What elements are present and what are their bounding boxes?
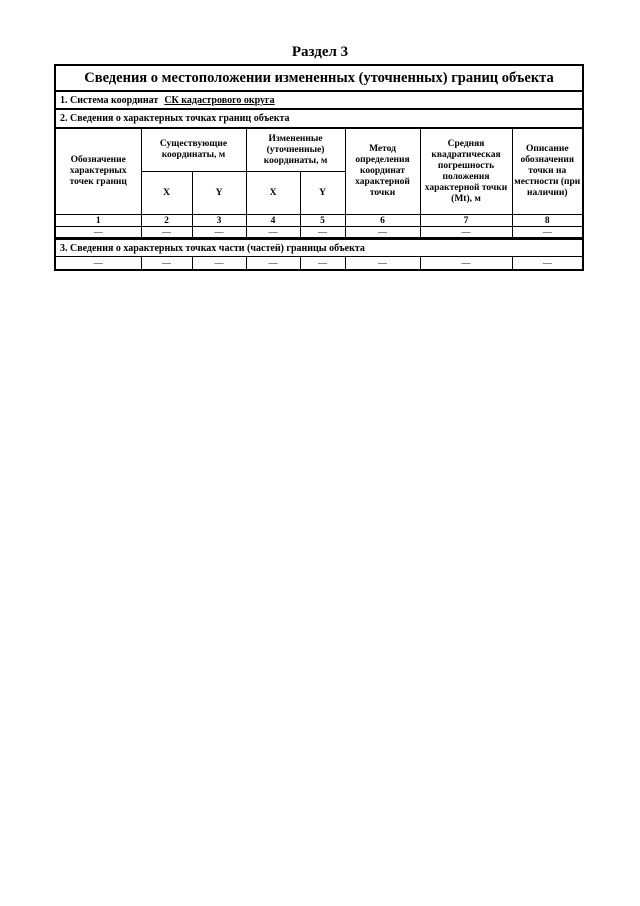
empty-cell: —: [420, 227, 512, 238]
column-number: 8: [512, 215, 582, 227]
empty-cell: —: [141, 227, 192, 238]
empty-cell: —: [141, 257, 192, 269]
table-row: [56, 227, 582, 238]
empty-cell: —: [246, 257, 300, 269]
empty-cell: —: [56, 257, 141, 269]
existing-x-header: X: [141, 172, 192, 215]
changed-y-header: Y: [300, 172, 345, 215]
column-number: 6: [345, 215, 420, 227]
empty-cell: —: [246, 227, 300, 238]
empty-cell: —: [300, 227, 345, 238]
column-number: 1: [56, 215, 141, 227]
column-number: 2: [141, 215, 192, 227]
col-method-header: Метод определения координат характерной точки: [345, 129, 420, 215]
table-row: [56, 257, 582, 269]
empty-cell: —: [345, 257, 420, 269]
empty-cell: —: [300, 257, 345, 269]
empty-cell: —: [512, 257, 582, 269]
existing-y-header: Y: [192, 172, 246, 215]
column-number: 3: [192, 215, 246, 227]
table-header-row: [56, 129, 582, 172]
form-title: Сведения о местоположении измененных (уточненных) границ объекта: [56, 66, 582, 92]
col-existing-header: Существующие координаты, м: [141, 129, 246, 172]
boundary-form: [54, 64, 584, 271]
points-table: [56, 128, 582, 238]
col-designation-header: Обозначение характерных точек границ: [56, 129, 141, 215]
section-title: Раздел 3: [291, 44, 349, 60]
column-number: 5: [300, 215, 345, 227]
col-error-header: Средняя квадратическая погрешность положения характерной точки (Mt), м: [420, 129, 512, 215]
empty-cell: —: [345, 227, 420, 238]
empty-cell: —: [420, 257, 512, 269]
empty-cell: —: [192, 257, 246, 269]
empty-cell: —: [56, 227, 141, 238]
column-number: 4: [246, 215, 300, 227]
col-changed-header: Измененные (уточненные) координаты, м: [246, 129, 345, 172]
coord-system-label: 1. Система координат: [60, 95, 159, 106]
empty-cell: —: [512, 227, 582, 238]
parts-heading: 3. Сведения о характерных точках части (частей) границы объекта: [56, 238, 582, 257]
changed-x-header: X: [246, 172, 300, 215]
coord-system-line: [56, 92, 582, 110]
column-number: 7: [420, 215, 512, 227]
col-description-header: Описание обозначения точки на местности (при наличии): [512, 129, 582, 215]
column-number-row: [56, 215, 582, 227]
coord-system-value: СК кадастрового округа: [164, 95, 275, 106]
empty-cell: —: [192, 227, 246, 238]
points-heading: 2. Сведения о характерных точках границ объекта: [56, 110, 582, 128]
parts-table: [56, 257, 582, 269]
